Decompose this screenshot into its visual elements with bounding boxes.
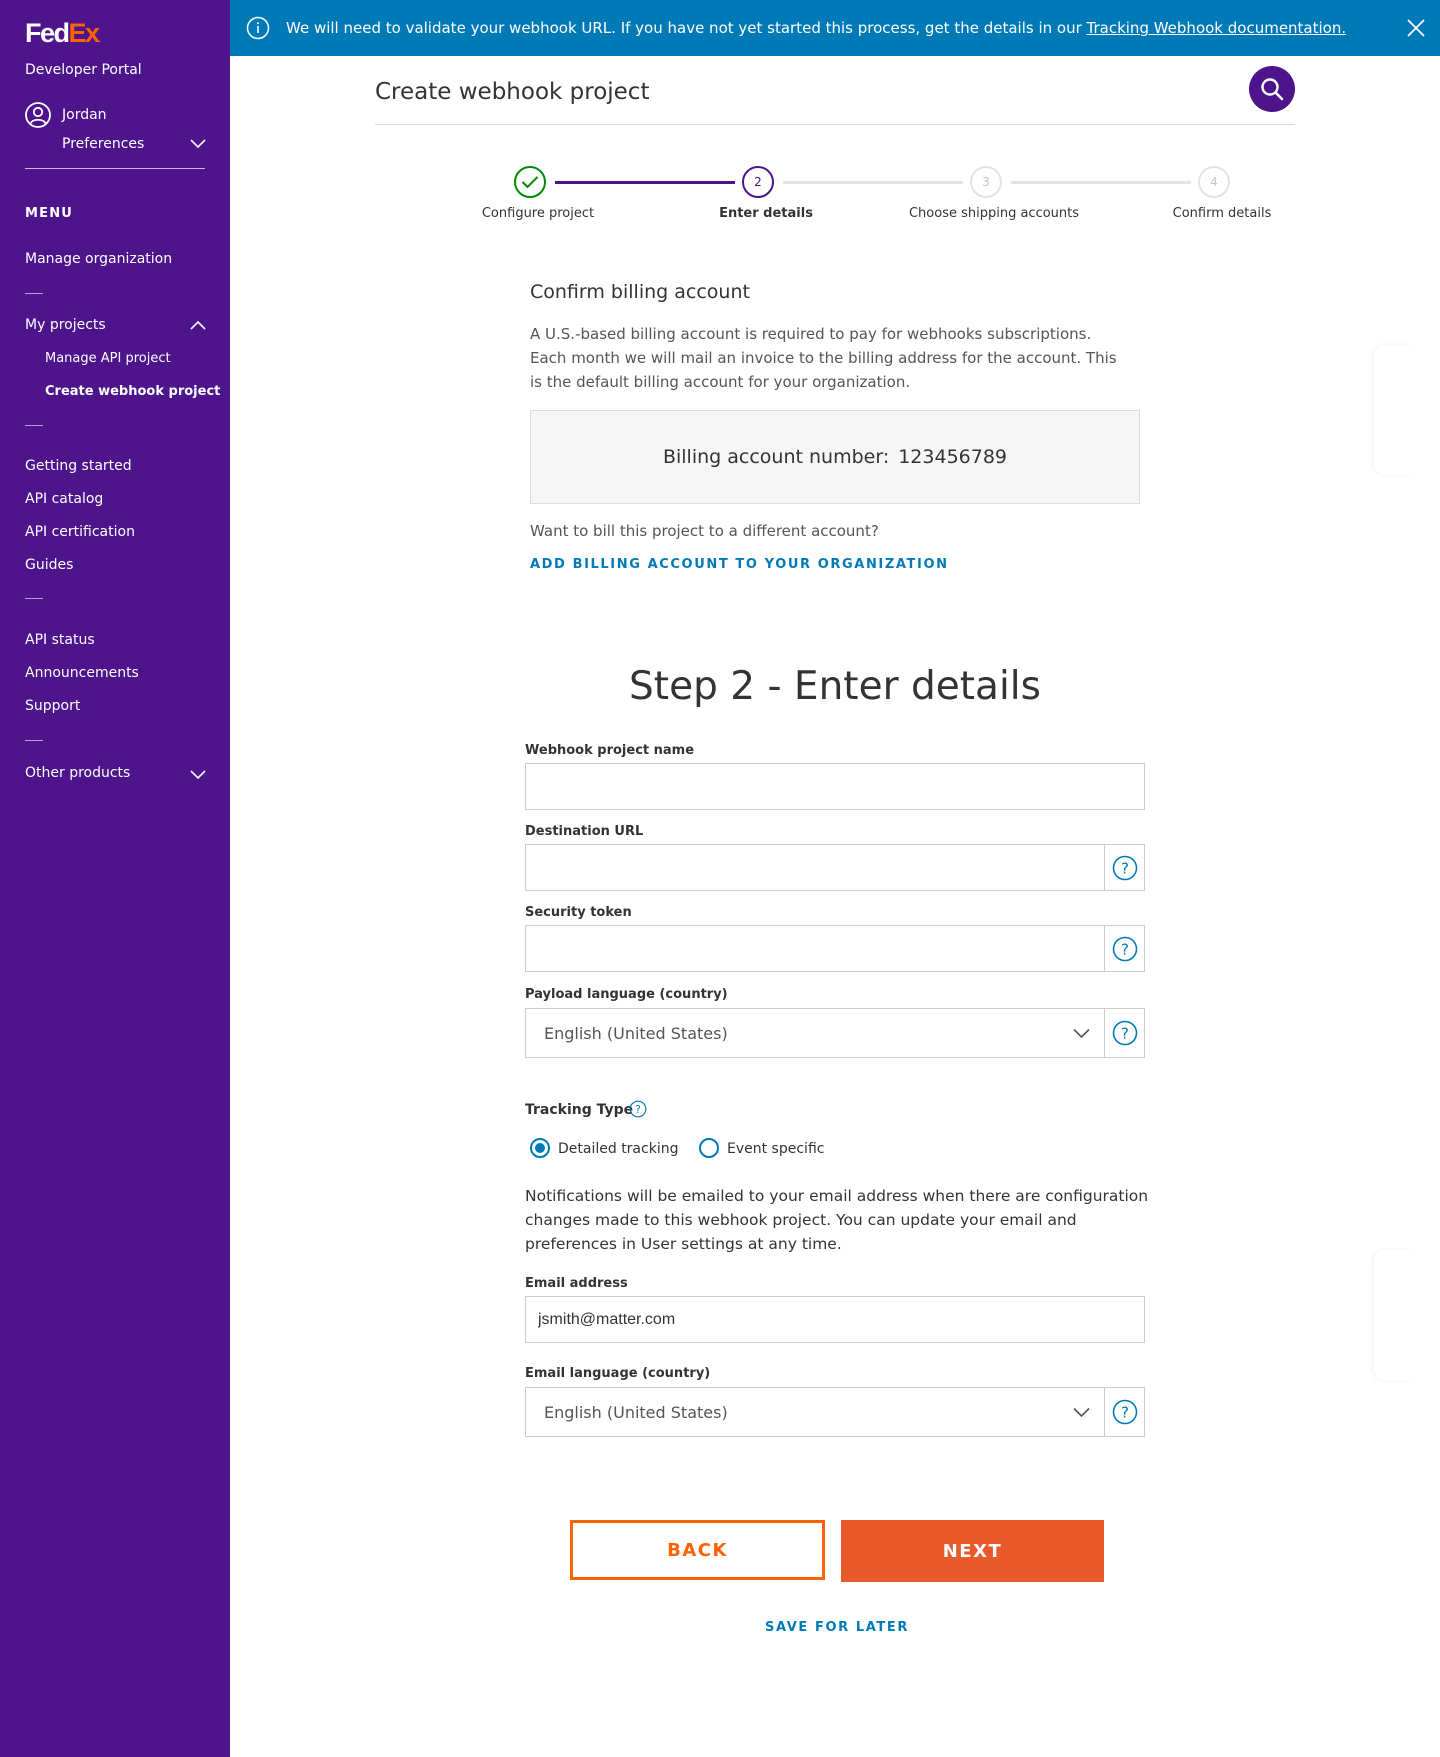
user-avatar-icon [25, 102, 51, 128]
sidebar-item-api-status[interactable]: API status [25, 632, 95, 648]
chevron-down-icon [1073, 1028, 1090, 1039]
sidebar-divider [25, 168, 205, 169]
security-token-input[interactable] [526, 926, 1105, 971]
svg-text:?: ? [1120, 940, 1129, 958]
sidebar-divider [25, 740, 43, 741]
event-specific-label[interactable]: Event specific [727, 1141, 825, 1157]
email-language-label: Email language (country) [525, 1366, 711, 1381]
destination-url-input[interactable] [526, 845, 1105, 890]
svg-text:?: ? [1120, 1403, 1129, 1422]
chevron-down-icon[interactable] [190, 137, 206, 149]
help-icon [1112, 1399, 1138, 1425]
payload-language-label: Payload language (country) [525, 987, 728, 1002]
check-icon [521, 175, 539, 189]
payload-language-select[interactable] [526, 1009, 1105, 1057]
sidebar-item-manage-api-project[interactable]: Manage API project [45, 351, 171, 366]
security-token-label: Security token [525, 905, 632, 920]
add-billing-account-link[interactable]: ADD BILLING ACCOUNT TO YOUR ORGANIZATION [530, 557, 949, 572]
user-menu[interactable] [25, 102, 107, 128]
step-connector [783, 181, 963, 184]
event-specific-radio[interactable] [699, 1138, 719, 1158]
step-1-indicator [514, 166, 546, 198]
chevron-down-icon [1073, 1407, 1090, 1418]
sidebar-divider [25, 598, 43, 599]
sidebar-item-api-certification[interactable]: API certification [25, 524, 135, 540]
detailed-tracking-label[interactable]: Detailed tracking [558, 1141, 679, 1157]
step-label-configure-project: Configure project [481, 206, 595, 221]
sidebar-divider [25, 293, 43, 294]
step-4-indicator: 4 [1198, 166, 1230, 198]
different-account-question: Want to bill this project to a different account? [530, 522, 879, 540]
sidebar-item-api-catalog[interactable]: API catalog [25, 491, 104, 507]
chevron-down-icon[interactable] [190, 768, 206, 780]
email-language-select[interactable] [526, 1388, 1105, 1436]
header-divider [375, 124, 1295, 125]
destination-url-help[interactable] [1105, 845, 1144, 890]
side-panel-edge [1374, 1250, 1414, 1380]
sidebar-item-my-projects[interactable]: My projects [25, 317, 106, 333]
step-connector [1011, 181, 1191, 184]
destination-url-field [525, 844, 1145, 891]
billing-account-number: 123456789 [898, 446, 1008, 468]
billing-section-title: Confirm billing account [530, 281, 750, 303]
step-label-enter-details: Enter details [719, 206, 813, 221]
email-language-value: English (United States) [544, 1402, 728, 1422]
user-name: Jordan [62, 107, 107, 123]
portal-name: Developer Portal [25, 62, 142, 78]
fedex-logo[interactable]: FedEx. [25, 18, 101, 48]
email-language-field [525, 1387, 1145, 1437]
detailed-tracking-radio[interactable] [530, 1138, 550, 1158]
search-button[interactable] [1249, 66, 1295, 112]
svg-text:?: ? [1120, 1024, 1129, 1043]
sidebar-divider [25, 425, 43, 426]
side-panel-edge [1374, 345, 1414, 475]
payload-language-help[interactable] [1105, 1009, 1144, 1057]
billing-description: A U.S.-based billing account is required to pay for webhooks subscriptions. Each month we will mail an invoice to the billing address for the account. This is the default billing account for your organization. [530, 325, 1117, 391]
help-icon[interactable] [629, 1100, 647, 1118]
info-banner [230, 0, 1440, 56]
security-token-field [525, 925, 1145, 972]
project-name-label: Webhook project name [525, 743, 695, 758]
search-icon [1259, 76, 1285, 102]
preferences-toggle[interactable]: Preferences [62, 136, 145, 152]
step-3-indicator: 3 [970, 166, 1002, 198]
chevron-up-icon[interactable] [190, 320, 206, 332]
step-connector [555, 181, 735, 184]
email-address-input[interactable] [525, 1296, 1145, 1343]
notification-note: Notifications will be emailed to your email address when there are configuration changes made to this webhook project. You can update your email and preferences in User settings at any time. [525, 1187, 1149, 1253]
sidebar-item-create-webhook-project[interactable]: Create webhook project [45, 384, 221, 399]
webhook-documentation-link[interactable]: Tracking Webhook documentation. [1086, 19, 1347, 37]
billing-account-box [530, 410, 1140, 504]
tracking-type-label: Tracking Type [525, 1102, 634, 1118]
security-token-help[interactable] [1105, 926, 1144, 971]
sidebar-item-announcements[interactable]: Announcements [25, 665, 139, 681]
payload-language-field [525, 1008, 1145, 1058]
sidebar-item-manage-organization[interactable]: Manage organization [25, 251, 173, 267]
project-name-input[interactable] [525, 763, 1145, 810]
sidebar-item-getting-started[interactable]: Getting started [25, 458, 132, 474]
billing-account-label: Billing account number: [662, 446, 890, 468]
step-label-confirm-details: Confirm details [1172, 206, 1272, 221]
back-button[interactable]: BACK [570, 1520, 825, 1580]
sidebar-item-support[interactable]: Support [25, 698, 81, 714]
info-icon [246, 16, 270, 40]
banner-message: We will need to validate your webhook URL. If you have not yet started this process, get the details in our Tracking Webhook documentation. [286, 19, 1347, 37]
sidebar [0, 0, 230, 1757]
email-address-label: Email address [525, 1276, 628, 1291]
help-icon [1112, 1020, 1138, 1046]
close-icon[interactable] [1406, 18, 1426, 38]
destination-url-label: Destination URL [525, 824, 644, 839]
svg-text:?: ? [1120, 859, 1129, 877]
payload-language-value: English (United States) [544, 1023, 728, 1043]
help-icon [1112, 855, 1138, 881]
step-title: Step 2 - Enter details [629, 664, 1041, 709]
save-for-later-link[interactable]: SAVE FOR LATER [765, 1620, 909, 1635]
svg-text:?: ? [635, 1104, 641, 1116]
step-2-indicator: 2 [742, 166, 774, 198]
page-title: Create webhook project [375, 79, 650, 105]
sidebar-item-guides[interactable]: Guides [25, 557, 74, 573]
sidebar-item-other-products[interactable]: Other products [25, 765, 131, 781]
help-icon [1112, 936, 1138, 962]
menu-heading: MENU [25, 206, 74, 221]
step-label-choose-shipping-accounts: Choose shipping accounts [908, 206, 1080, 221]
email-language-help[interactable] [1105, 1388, 1144, 1436]
next-button[interactable]: NEXT [841, 1520, 1104, 1582]
